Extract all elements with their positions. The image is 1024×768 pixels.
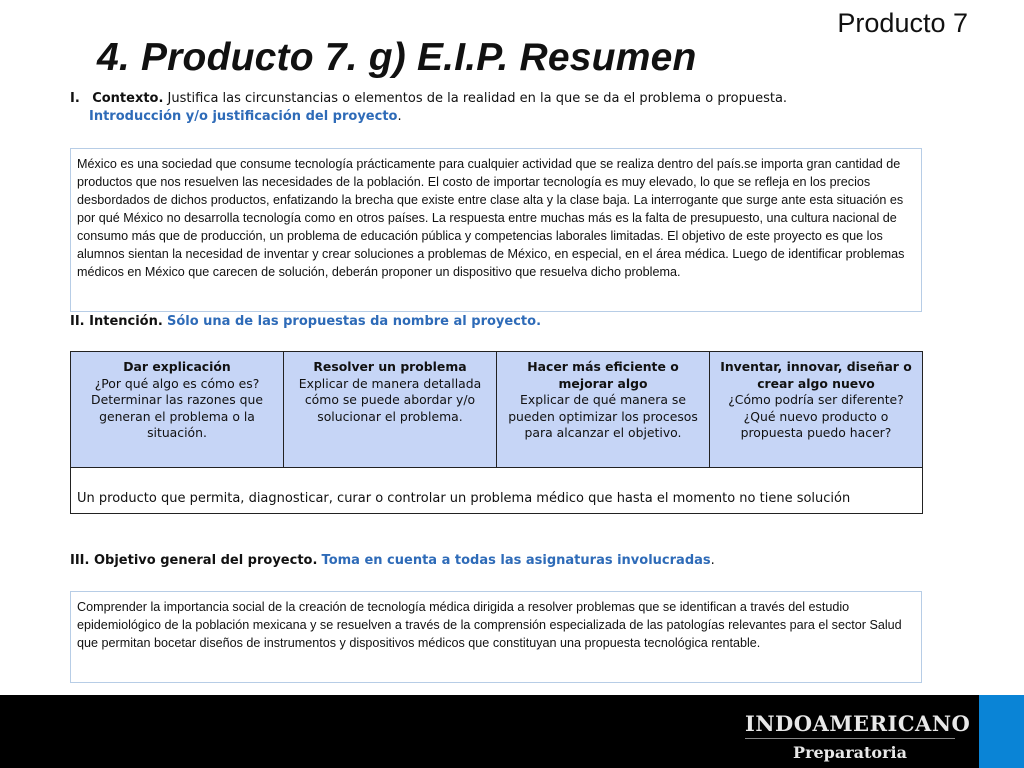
section-hint: Toma en cuenta a todas las asignaturas involucradas bbox=[321, 553, 711, 568]
intention-cell bbox=[497, 352, 710, 467]
intention-heading: Resolver un problema bbox=[313, 359, 467, 374]
section-tail: . bbox=[710, 553, 715, 568]
section-label: II. Intención. bbox=[70, 314, 163, 329]
page-title: 4. Producto 7. g) E.I.P. Resumen bbox=[97, 36, 697, 79]
section-hint: Sólo una de las propuestas da nombre al proyecto. bbox=[166, 314, 542, 329]
section-objective-heading bbox=[70, 552, 715, 570]
footer-bar bbox=[0, 695, 1024, 768]
section-tail: . bbox=[397, 109, 402, 124]
section-hint: Introducción y/o justificación del proyecto bbox=[89, 109, 398, 124]
intention-cell bbox=[710, 352, 922, 467]
school-logo bbox=[745, 711, 971, 762]
intention-cell bbox=[71, 352, 284, 467]
intention-body: Explicar de qué manera se pueden optimizar los procesos para alcanzar el objetivo. bbox=[508, 392, 698, 441]
logo-main-text: INDOAMERICANO bbox=[745, 711, 955, 739]
section-intention-heading bbox=[70, 313, 541, 331]
intention-heading: Hacer más eficiente o mejorar algo bbox=[527, 359, 679, 391]
section-label: III. Objetivo general del proyecto. bbox=[70, 553, 318, 568]
section-label: Contexto. bbox=[92, 91, 164, 106]
footer-accent bbox=[979, 695, 1024, 768]
corner-label: Producto 7 bbox=[837, 8, 968, 38]
section-number: I. bbox=[70, 91, 80, 106]
intention-body: Explicar de manera detallada cómo se puede abordar y/o solucionar el problema. bbox=[298, 375, 482, 424]
section-context-heading bbox=[70, 90, 787, 126]
logo-sub-text: Preparatoria bbox=[793, 743, 907, 762]
context-box: México es una sociedad que consume tecnología prácticamente para cualquier actividad que se realiza dentro del país.se importa gran cantidad de productos que nos resuelven las necesidades de la población. El costo de importar tecnología es muy elevado, lo que se refleja en los precios desbordados de dichos productos, enfatizando la brecha que existe entre clase alta y la clase baja. La interrogante que surge ante esta situación es por qué México no desarrolla tecnología como en otros países. La respuesta entre muchas más es la falta de presupuesto, una cultura nacional de consumo más que de producción, un problema de educación pública y competencias laborales limitadas. El objetivo de este proyecto es que los alumnos sientan la necesidad de inventar y crear soluciones a problemas de México, en especial, en el área médica. Luego de identificar problemas médicos en México que carecen de solución, deberán proponer un dispositivo que resuelva dicho problema. bbox=[70, 148, 922, 312]
intention-table bbox=[70, 351, 923, 514]
intention-heading: Inventar, innovar, diseñar o crear algo nuevo bbox=[720, 359, 912, 391]
intention-answer: Un producto que permita, diagnosticar, curar o controlar un problema médico que hasta el momento no tiene solución bbox=[77, 491, 851, 506]
intention-body: ¿Por qué algo es cómo es? Determinar las razones que generan el problema o la situación. bbox=[91, 375, 263, 441]
intention-heading: Dar explicación bbox=[123, 359, 231, 374]
intention-body: ¿Cómo podría ser diferente? ¿Qué nuevo producto o propuesta puedo hacer? bbox=[728, 392, 904, 441]
objective-box: Comprender la importancia social de la creación de tecnología médica dirigida a resolver problemas que se identifican a través del estudio epidemiológico de la población mexicana y se resuelven a través de la comprensión especializada de las patologías relevantes para el sector Salud que permitan bocetar diseños de instrumentos y dispositivos médicos que constituyan una propuesta tecnológica rentable. bbox=[70, 591, 922, 683]
intention-cell bbox=[284, 352, 497, 467]
section-instructions: Justifica las circunstancias o elementos de la realidad en la que se da el problema o propuesta. bbox=[163, 91, 788, 106]
